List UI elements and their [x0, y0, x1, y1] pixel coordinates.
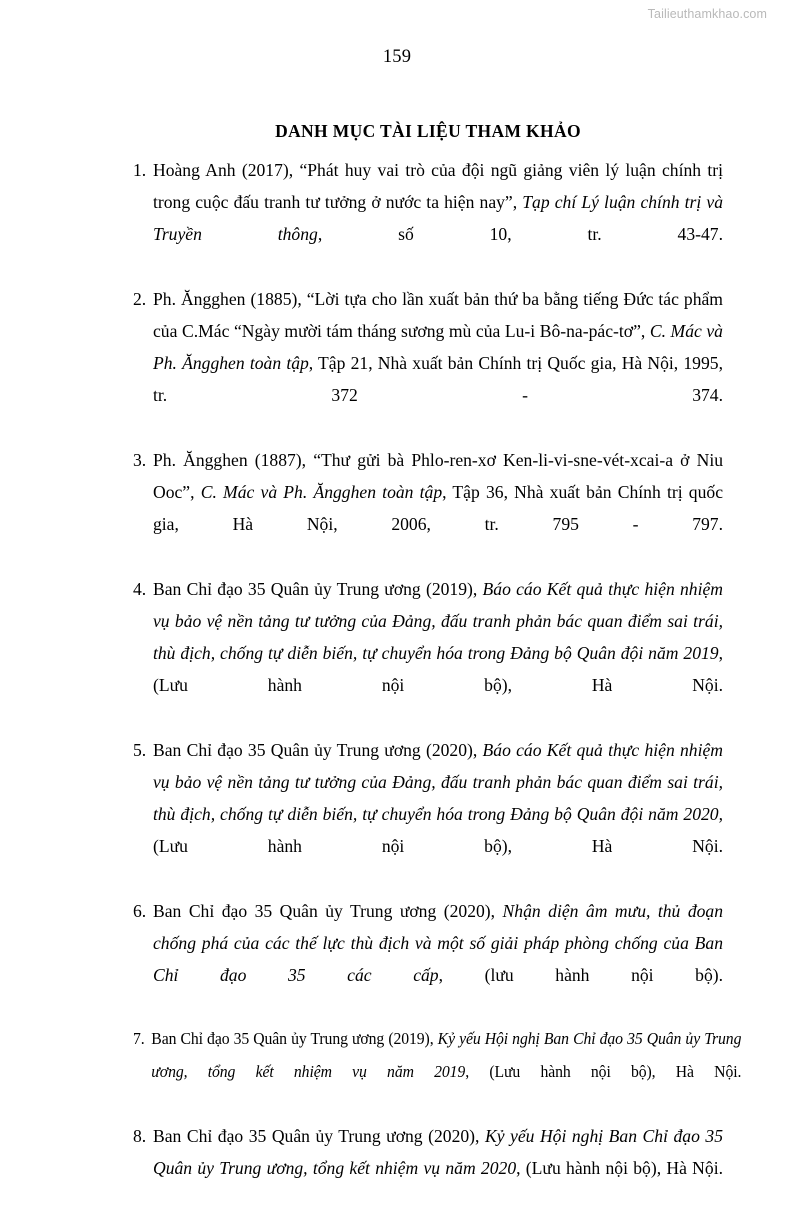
reference-text: [153, 154, 723, 283]
reference-text-run: , (Lưu hành nội bộ), Hà Nội.: [465, 1061, 742, 1081]
reference-entry: [133, 444, 723, 573]
reference-text: [153, 734, 723, 895]
reference-text-run: Hoàng Anh (2017), “Phát huy vai trò của đội ngũ giảng viên lý luận chính trị trong cuộc đấu tranh tư tưởng ở nước ta hiện nay”,: [153, 160, 723, 213]
reference-text-run: Ban Chỉ đạo 35 Quân ủy Trung ương (2020),: [153, 900, 503, 921]
reference-title-italic: Tạp chí Lý luận chính trị và Truyền thông: [153, 192, 723, 245]
reference-text-run: , (Lưu hành nội bộ), Hà Nội.: [516, 1158, 723, 1179]
reference-text: [153, 283, 723, 444]
reference-number: 7.: [133, 1029, 145, 1049]
reference-title-italic: Báo cáo Kết quả thực hiện nhiệm vụ bảo vệ nền tảng tư tưởng của Đảng, đấu tranh phản bác quan điểm sai trái, thù địch, chống tự diễn biến, tự chuyển hóa trong Đảng bộ Quân đội năm 2020,: [153, 739, 723, 825]
reference-text-run: Ph. Ăngghen (1887), “Thư gửi bà Phlo-ren-xơ Ken-li-vi-sne-vét-xcai-a ở Niu Ooc”,: [153, 449, 723, 503]
reference-number: 2.: [133, 288, 147, 309]
reference-text-run: , số 10, tr. 43-47.: [317, 224, 723, 245]
reference-entry: [133, 1023, 741, 1120]
reference-text-run: Ban Chỉ đạo 35 Quân ủy Trung ương (2019),: [153, 578, 483, 599]
reference-entry: [133, 734, 723, 895]
reference-title-italic: Nhận diện âm mưu, thủ đoạn chống phá của các thế lực thù địch và một số giải pháp phòng chống của Ban Chỉ đạo 35 các cấp: [153, 900, 724, 986]
reference-entry: [133, 283, 723, 444]
reference-text-run: , Tập 36, Nhà xuất bản Chính trị quốc gia, Hà Nội, 2006, tr. 795 - 797.: [153, 482, 724, 535]
reference-text: [153, 444, 723, 573]
reference-entry: [133, 573, 723, 734]
reference-number: 8.: [133, 1126, 147, 1147]
reference-text: [153, 895, 723, 1024]
reference-title-italic: Kỷ yếu Hội nghị Ban Chỉ đạo 35 Quân ủy Trung ương, tổng kết nhiệm vụ năm 2019: [151, 1029, 742, 1081]
reference-text-run: , (lưu hành nội bộ).: [438, 965, 723, 986]
reference-text-run: , Tập 21, Nhà xuất bản Chính trị Quốc gia, Hà Nội, 1995, tr. 372 - 374.: [153, 353, 723, 406]
reference-text-run: Ban Chỉ đạo 35 Quân ủy Trung ương (2019),: [151, 1029, 438, 1049]
reference-entry: [133, 1120, 723, 1217]
reference-text: [153, 573, 723, 734]
reference-text-run: (Lưu hành nội bộ), Hà Nội.: [153, 836, 723, 857]
reference-text: [151, 1023, 741, 1120]
reference-text: [153, 1120, 723, 1217]
page-number: 159: [382, 47, 412, 67]
reference-title-italic: Kỷ yếu Hội nghị Ban Chỉ đạo 35 Quân ủy Trung ương, tổng kết nhiệm vụ năm 2020: [153, 1126, 723, 1179]
page-title: DANH MỤC TÀI LIỆU THAM KHẢO: [275, 121, 581, 141]
reference-number: 1.: [133, 160, 147, 180]
reference-title-italic: C. Mác và Ph. Ăngghen toàn tập: [153, 321, 723, 374]
reference-list: [133, 154, 742, 1217]
reference-number: 4.: [133, 578, 147, 599]
reference-text-run: Ph. Ăngghen (1885), “Lời tựa cho lần xuất bản thứ ba bằng tiếng Đức tác phẩm của C.Mác “Ngày mười tám tháng sương mù của Lu-i Bô-na-pác-tơ”,: [153, 288, 723, 342]
reference-text-run: , (Lưu hành nội bộ), Hà Nội.: [153, 643, 723, 696]
site-watermark: Tailieuthamkhao.com: [647, 7, 767, 21]
reference-number: 6.: [133, 900, 147, 921]
reference-title-italic: C. Mác và Ph. Ăngghen toàn tập: [200, 482, 443, 503]
reference-title-italic: Báo cáo Kết quả thực hiện nhiệm vụ bảo vệ nền tảng tư tưởng của Đảng, đấu tranh phản bác quan điểm sai trái, thù địch, chống tự diễn biến, tự chuyển hóa trong Đảng bộ Quân đội năm 2019: [153, 578, 723, 664]
page-content: [133, 118, 742, 1217]
reference-number: 5.: [133, 739, 147, 760]
reference-entry: [133, 154, 723, 283]
reference-text-run: Ban Chỉ đạo 35 Quân ủy Trung ương (2020),: [153, 739, 483, 760]
reference-number: 3.: [133, 449, 147, 470]
reference-entry: [133, 895, 723, 1024]
reference-text-run: Ban Chỉ đạo 35 Quân ủy Trung ương (2020),: [153, 1126, 485, 1147]
